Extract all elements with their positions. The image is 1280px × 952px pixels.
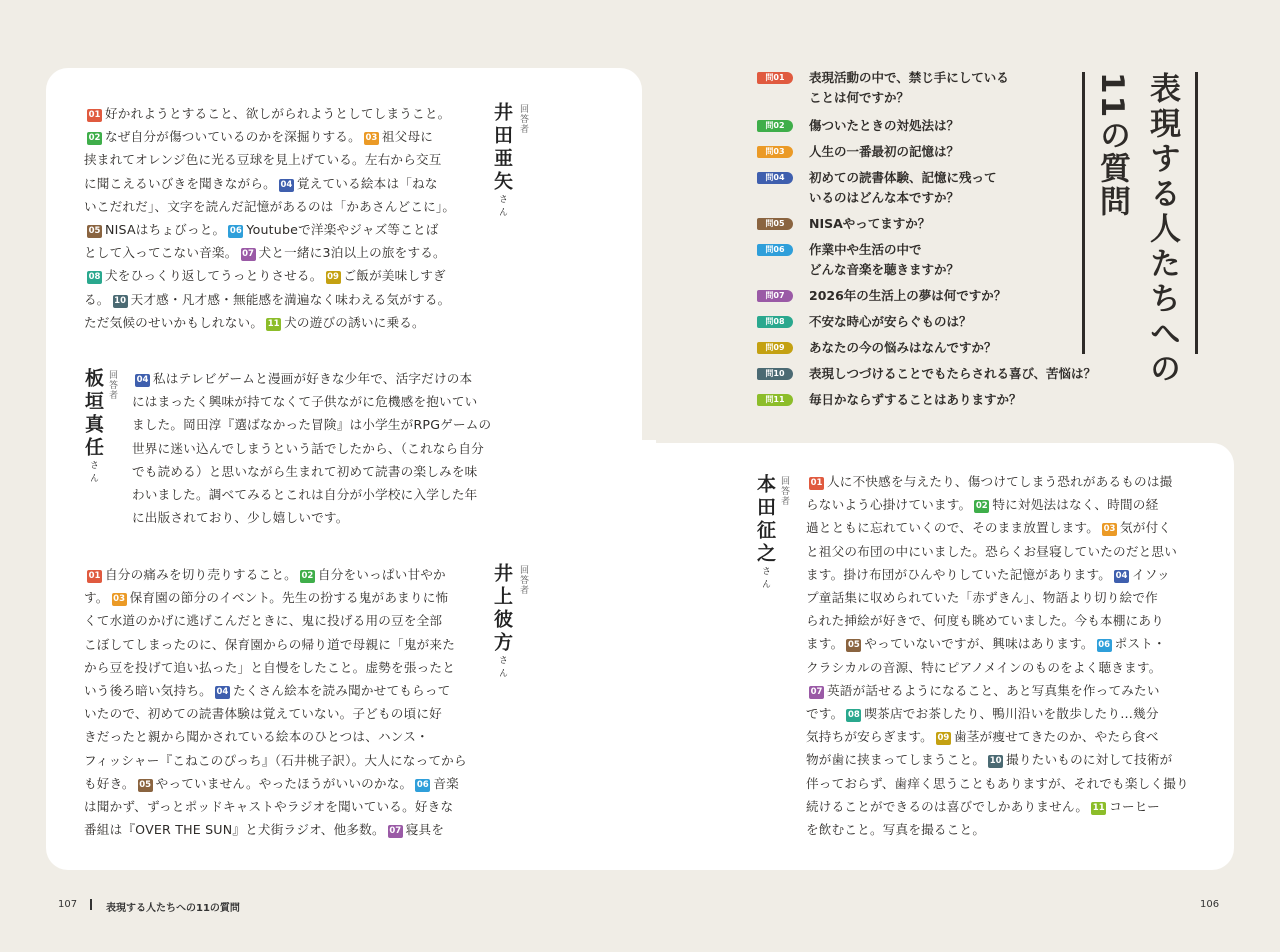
answer-text: ただ気候のせいかもしれない。 xyxy=(84,314,264,330)
answer-line xyxy=(806,679,1202,702)
answer-text: 過とともに忘れていくので、そのまま放置します。 xyxy=(806,520,1099,536)
answer-text: いたので、初めての読書体験は覚えていない。子どもの頃に好 xyxy=(84,706,442,722)
folio-right: 106 xyxy=(1200,899,1220,910)
answer-number-badge: 01 xyxy=(88,571,101,581)
respondent-name-ida: 井田亜矢さん xyxy=(491,102,513,220)
question-text xyxy=(809,338,997,358)
answer-line xyxy=(84,218,480,241)
answer-text: と祖父の布団の中にいました。恐らくお昼寝していたのだと思い xyxy=(806,543,1178,559)
answer-line xyxy=(84,609,480,632)
question-text xyxy=(809,68,1009,108)
answer-number-badge: 01 xyxy=(88,110,101,120)
answer-line xyxy=(806,725,1202,748)
page-title: 表現する人たちへの xyxy=(1144,72,1180,387)
respondent-role-label: 回答者 xyxy=(107,370,117,400)
answer-text: 犬と一緒に3泊以上の旅をする。 xyxy=(258,245,446,261)
answer-text: ます。掛け布団がひんやりしていた記憶があります。 xyxy=(806,566,1112,582)
question-text-line: 作業中や生活の中で xyxy=(809,242,922,257)
answer-number-badge: 04 xyxy=(1115,570,1128,581)
answer-text: 続けることができるのは喜びでしかありません。 xyxy=(806,798,1089,814)
respondent-role-label: 回答者 xyxy=(518,104,528,134)
answer-line xyxy=(84,586,480,609)
answer-text: いこだれだ」、文字を読んだ記憶があるのは「かあさんどこに」。 xyxy=(84,198,456,214)
answer-text: 人に不快感を与えたり、傷つけてしまう恐れがあるものは撮 xyxy=(827,474,1173,489)
answer-line xyxy=(84,772,480,795)
answer-text: NISAはちょびっと。 xyxy=(105,222,226,238)
answer-text: 特に対処法はなく、時間の経 xyxy=(992,497,1159,513)
answer-line xyxy=(806,702,1202,725)
answer-number-badge: 03 xyxy=(113,594,126,605)
answer-text: くて水道のかげに逃げこんだときに、鬼に投げる用の豆を全部 xyxy=(84,613,443,629)
answer-number-badge: 08 xyxy=(88,272,101,283)
answer-line xyxy=(84,702,480,725)
answer-line xyxy=(806,586,1202,609)
answer-text: 伴っておらず、歯痒く思うこともありますが、それでも楽しく撮り xyxy=(806,775,1189,791)
answer-number-badge: 07 xyxy=(242,249,254,260)
question-item xyxy=(757,364,1096,384)
answer-number-badge: 08 xyxy=(847,710,860,721)
answer-text: コーヒー xyxy=(1109,798,1160,814)
answer-number-badge: 06 xyxy=(229,226,242,237)
question-number-tag: 問05 xyxy=(757,218,793,230)
question-text xyxy=(809,168,997,208)
question-text xyxy=(809,364,1096,384)
question-text xyxy=(809,240,959,280)
answer-line xyxy=(84,725,480,748)
answer-number-badge: 07 xyxy=(389,826,402,837)
answer-line xyxy=(84,125,480,148)
question-number-tag: 問02 xyxy=(757,120,793,132)
answer-line xyxy=(806,540,1202,563)
question-text xyxy=(809,312,972,332)
answer-text: 覚えている絵本は「ねな xyxy=(296,175,438,191)
answer-text: わいました。調べてみるとこれは自分が小学校に入学した年 xyxy=(132,487,478,503)
respondent-name-inoue: 井上彼方さん xyxy=(491,563,513,681)
answer-line xyxy=(806,795,1202,818)
question-text xyxy=(809,142,959,162)
answer-line xyxy=(84,148,480,171)
question-number-tag: 問09 xyxy=(757,342,793,354)
answer-text: 好かれようとすること、欲しがられようとしてしまうこと。 xyxy=(105,106,451,121)
answer-line xyxy=(84,563,480,586)
question-number-tag: 問11 xyxy=(757,394,793,406)
answer-line xyxy=(84,795,480,818)
answer-text: 世界に迷い込んでしまうという話でしたから、（これなら自分 xyxy=(132,440,484,456)
question-text-line: あなたの今の悩みはなんですか？ xyxy=(809,340,997,355)
question-number-tag: 問08 xyxy=(757,316,793,328)
question-text xyxy=(809,390,1022,410)
answer-text: らないよう心掛けています。 xyxy=(806,497,972,513)
title-rule-left xyxy=(1082,72,1085,354)
question-item xyxy=(757,390,1022,410)
answer-text: プ童話集に収められていた「赤ずきん」、物語より切り絵で作 xyxy=(806,590,1158,606)
answer-text: きだったと親から聞かされている絵本のひとつは、ハンス・ xyxy=(84,729,429,745)
answer-line xyxy=(132,437,526,460)
question-number-tag: 問10 xyxy=(757,368,793,380)
answer-number-badge: 11 xyxy=(267,318,280,329)
answer-line xyxy=(132,483,526,506)
answer-text: 祖父母に xyxy=(381,129,434,145)
respondent-role-label: 回答者 xyxy=(518,565,528,595)
answer-line xyxy=(132,413,526,436)
answer-text: として入ってこない音楽。 xyxy=(84,245,238,261)
answer-line xyxy=(806,656,1202,679)
answer-number-badge: 07 xyxy=(810,686,823,697)
answer-text-ida xyxy=(84,102,480,334)
answer-line xyxy=(132,390,526,413)
answer-text: 自分をいっぱい甘やか xyxy=(317,567,446,582)
answer-text: 番組は『OVER THE SUN』と犬街ラジオ、他多数。 xyxy=(84,822,385,838)
answer-text: 自分の痛みを切り売りすること。 xyxy=(105,567,297,582)
question-item xyxy=(757,116,959,136)
answer-text: る。 xyxy=(84,291,110,307)
question-text-line: どんな音楽を聴きますか？ xyxy=(809,262,960,277)
answer-text: 犬をひっくり返してうっとりさせる。 xyxy=(105,268,323,284)
answer-line xyxy=(84,195,480,218)
answer-text: 犬の遊びの誘いに乗る。 xyxy=(284,314,425,330)
panel-joint xyxy=(636,440,656,460)
title-rule-right xyxy=(1195,72,1198,354)
question-item xyxy=(757,68,1009,108)
question-text-line: 人生の一番最初の記憶は？ xyxy=(809,144,960,159)
folio-divider xyxy=(90,899,92,910)
answer-line xyxy=(806,748,1202,771)
question-text-line: 毎日かならずすることはありますか？ xyxy=(809,392,1022,407)
answer-text: 寝具を xyxy=(405,822,445,838)
answer-line xyxy=(806,818,1202,841)
answer-line xyxy=(132,460,526,483)
answer-line xyxy=(806,609,1202,632)
question-item xyxy=(757,142,959,162)
answer-number-badge: 10 xyxy=(114,295,127,306)
answer-number-badge: 02 xyxy=(88,133,101,144)
answer-line xyxy=(84,311,480,334)
answer-line xyxy=(84,241,480,264)
answer-line xyxy=(806,516,1202,539)
answer-text: も好き。 xyxy=(84,775,135,791)
answer-line xyxy=(132,506,526,529)
page-title-sub: 11の質問 xyxy=(1094,72,1130,219)
question-text xyxy=(809,116,959,136)
answer-number-badge: 01 xyxy=(810,478,823,488)
question-text-line: 表現しつづけることでもたらされる喜び、苦悩は？ xyxy=(809,366,1097,381)
answer-text: 喫茶店でお茶したり、鴨川沿いを散歩したり…幾分 xyxy=(864,706,1159,722)
answer-text-inoue xyxy=(84,563,480,841)
answer-text: 挟まれてオレンジ色に光る豆球を見上げている。左右から交互 xyxy=(84,152,442,168)
answer-text: ポスト・ xyxy=(1114,636,1166,652)
answer-line xyxy=(84,102,480,125)
answer-text: 気が付く xyxy=(1120,520,1172,536)
answer-line xyxy=(806,563,1202,586)
question-text-line: 表現活動の中で、禁じ手にしている xyxy=(809,70,1009,85)
answer-text: に出版されており、少し嬉しいです。 xyxy=(132,510,349,526)
question-text-line: いるのはどんな本ですか？ xyxy=(809,190,960,205)
answer-number-badge: 06 xyxy=(1098,640,1111,651)
answer-text: こぼしてしまったのに、保育園からの帰り道で母親に「鬼が来た xyxy=(84,636,456,652)
answer-number-badge: 09 xyxy=(327,272,339,283)
question-item xyxy=(757,214,930,234)
answer-line xyxy=(806,493,1202,516)
answer-number-badge: 03 xyxy=(365,133,378,144)
question-text-line: NISAやってますか？ xyxy=(809,216,931,231)
answer-text: す。 xyxy=(84,590,109,606)
question-number-tag: 問03 xyxy=(757,146,793,158)
question-item xyxy=(757,286,1006,306)
question-number-tag: 問01 xyxy=(757,72,793,84)
respondent-name-honda: 本田征之さん xyxy=(754,474,776,592)
question-text-line: 傷ついたときの対処法は？ xyxy=(809,118,960,133)
answer-number-badge: 04 xyxy=(280,179,293,190)
question-number-tag: 問04 xyxy=(757,172,793,184)
answer-text: クラシカルの音源、特にピアノメインのものをよく聴きます。 xyxy=(806,659,1162,675)
answer-line xyxy=(84,633,480,656)
answer-text: 歯茎が痩せてきたのか、やたら食べ xyxy=(953,729,1159,745)
answer-text: を飲むこと。写真を撮ること。 xyxy=(806,822,986,838)
answer-number-badge: 05 xyxy=(88,226,101,237)
answer-text: 気持ちが安らぎます。 xyxy=(806,729,933,745)
answer-text: イソッ xyxy=(1132,566,1170,582)
answer-text: から豆を投げて追い払った」と自慢をしたこと。虚勢を張ったと xyxy=(84,659,456,675)
question-number-tag: 問07 xyxy=(757,290,793,302)
answer-number-badge: 02 xyxy=(301,571,314,581)
folio-left: 107 xyxy=(58,899,78,910)
answer-text: 英語が話せるようになること、あと写真集を作ってみたい xyxy=(827,682,1160,698)
question-text-line: 2026年の生活上の夢は何ですか？ xyxy=(809,288,1007,303)
answer-number-badge: 05 xyxy=(139,779,152,790)
question-item xyxy=(757,240,959,280)
answer-text: 保育園の節分のイベント。先生の扮する鬼があまりに怖 xyxy=(129,590,449,606)
question-item xyxy=(757,168,997,208)
answer-text: やっていないですが、興味はあります。 xyxy=(864,636,1094,652)
question-number-tag: 問06 xyxy=(757,244,793,256)
answer-line xyxy=(132,367,526,390)
answer-number-badge: 02 xyxy=(975,501,988,512)
answer-line xyxy=(806,772,1202,795)
answer-text: フィッシャー『こねこのぴっち』（石井桃子訳）。大人になってから xyxy=(84,752,467,768)
answer-number-badge: 05 xyxy=(847,640,860,651)
answer-line xyxy=(84,679,480,702)
answer-number-badge: 06 xyxy=(416,779,429,790)
answer-number-badge: 11 xyxy=(1092,802,1105,813)
answer-text: られた挿絵が好きで、何度も眺めていました。今も本棚にあり xyxy=(806,613,1164,629)
answer-text: にはまったく興味が持てなくて子供ながに危機感を抱いてい xyxy=(132,394,478,410)
running-title: 表現する人たちへの11の質問 xyxy=(106,903,240,914)
answer-text: は聞かず、ずっとポッドキャストやラジオを聞いている。好きな xyxy=(84,799,454,815)
answer-number-badge: 03 xyxy=(1103,524,1116,535)
answer-text: です。 xyxy=(806,706,844,722)
answer-text: 撮りたいものに対して技術が xyxy=(1006,752,1173,768)
respondent-name-itagaki: 板垣真任さん xyxy=(82,368,104,486)
answer-text: 物が歯に挟まってしまうこと。 xyxy=(806,752,986,768)
answer-line xyxy=(84,172,480,195)
answer-text: 天才感・凡才感・無能感を満遍なく味わえる気がする。 xyxy=(130,291,451,307)
answer-text: でも読める）と思いながら生まれて初めて読書の楽しみを味 xyxy=(132,463,478,479)
question-item xyxy=(757,338,997,358)
answer-line xyxy=(84,264,480,287)
question-text-line: ことは何ですか？ xyxy=(809,90,910,105)
answer-line xyxy=(84,749,480,772)
answer-number-badge: 04 xyxy=(216,687,229,698)
question-text-line: 不安な時心が安らぐものは？ xyxy=(809,314,972,329)
question-text xyxy=(809,286,1006,306)
answer-line xyxy=(84,818,480,841)
answer-text: 音楽 xyxy=(433,775,459,791)
answer-line xyxy=(806,632,1202,655)
answer-text-honda xyxy=(806,470,1202,841)
answer-number-badge: 09 xyxy=(937,733,950,744)
answer-text: 私はテレビゲームと漫画が好きな少年で、活字だけの本 xyxy=(153,371,473,386)
answer-text: ます。 xyxy=(806,636,844,652)
answer-text: たくさん絵本を読み聞かせてもらって xyxy=(232,683,451,699)
answer-number-badge: 10 xyxy=(989,756,1002,767)
answer-text: に聞こえるいびきを聞きながら。 xyxy=(84,175,276,191)
respondent-role-label: 回答者 xyxy=(779,476,789,506)
answer-line xyxy=(84,288,480,311)
answer-text-itagaki xyxy=(132,367,526,529)
answer-text: やっていません。やったほうがいいのかな。 xyxy=(155,775,413,791)
answer-text: Youtubeで洋楽やジャズ等ことば xyxy=(246,222,439,238)
question-text xyxy=(809,214,930,234)
answer-line xyxy=(84,656,480,679)
answer-line xyxy=(806,470,1202,493)
answer-number-badge: 04 xyxy=(136,375,149,385)
answer-text: ました。岡田淳『選ばなかった冒険』は小学生がRPGゲームの xyxy=(132,417,492,433)
answer-text: なぜ自分が傷ついているのかを深掘りする。 xyxy=(105,129,361,145)
answer-text: ご飯が美味しすぎ xyxy=(343,268,446,284)
question-item xyxy=(757,312,972,332)
question-text-line: 初めての読書体験、記憶に残って xyxy=(809,170,997,185)
answer-text: いう後ろ暗い気持ち。 xyxy=(84,683,212,699)
